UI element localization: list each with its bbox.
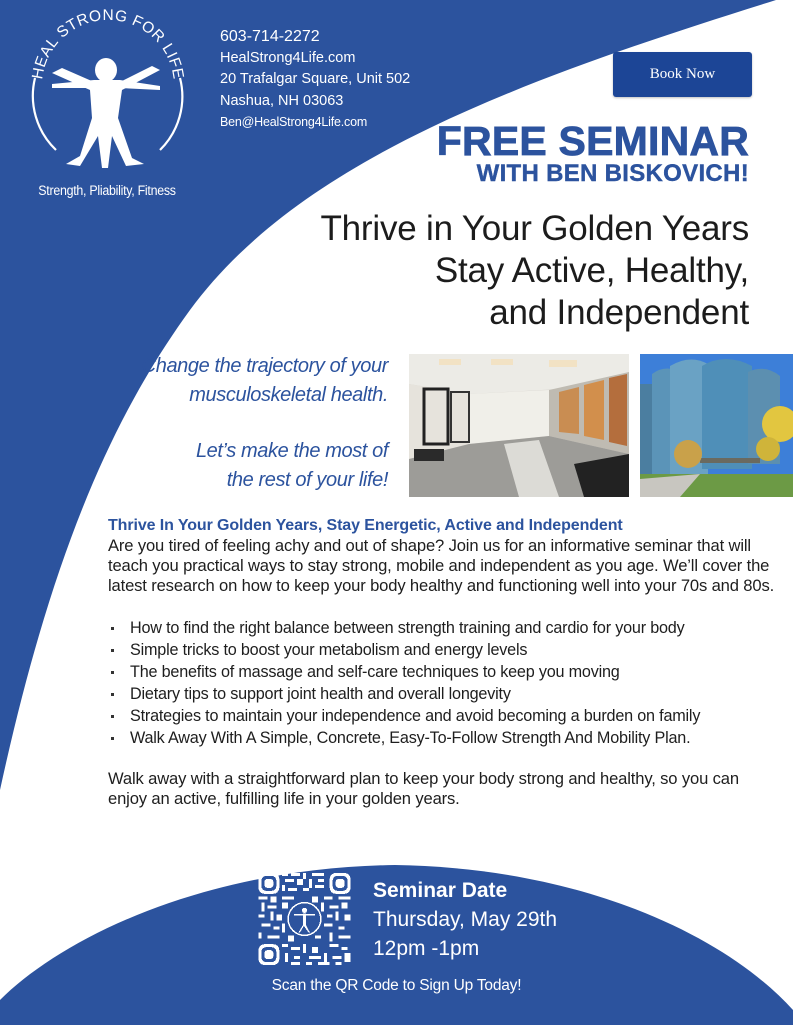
list-item: Simple tricks to boost your metabolism and energy levels [108,639,778,661]
body-closing: Walk away with a straightforward plan to keep your body strong and healthy, so you can enjoy an active, fulfilling life in your golden years. [108,769,739,808]
seminar-date: Thursday, May 29th [373,908,558,931]
topic-list [108,617,778,749]
seminar-info [373,877,557,963]
address-line-1: 20 Trafalgar Square, Unit 502 [220,71,411,87]
vitruvian-man-icon [52,58,160,168]
list-item: How to find the right balance between strength training and cardio for your body [108,617,778,639]
main-headline [320,208,749,334]
list-item: Dietary tips to support joint health and overall longevity [108,683,778,705]
email-link[interactable]: Ben@HealStrong4Life.com [220,115,368,129]
qr-code-icon[interactable] [258,873,351,965]
list-item: Strategies to maintain your independence and avoid becoming a burden on family [108,705,778,727]
pitch-text [142,352,388,495]
pitch-line-2: musculoskeletal health. [189,384,388,406]
website-link[interactable]: HealStrong4Life.com [220,49,356,66]
pitch-line-4: the rest of your life! [226,469,388,491]
gym-photo [409,354,629,497]
seminar-date-title: Seminar Date [373,879,508,902]
address-line-2: Nashua, NH 03063 [220,92,344,109]
free-seminar-title: FREE SEMINAR [436,118,749,164]
body-copy [108,516,778,809]
brand-logo [22,8,192,178]
building-photo [640,354,793,497]
list-item: The benefits of massage and self-care techniques to keep you moving [108,661,778,683]
headline-line-2: Stay Active, Healthy, [434,251,749,290]
logo-arc-text: HEAL STRONG FOR LIFE [29,8,187,81]
contact-block [220,26,410,134]
pitch-line-3: Let’s make the most of [195,440,388,462]
list-item: Walk Away With A Simple, Concrete, Easy-To-Follow Strength And Mobility Plan. [108,727,778,749]
headline-line-3: and Independent [489,293,749,332]
seminar-heading [437,120,749,186]
body-subheading: Thrive In Your Golden Years, Stay Energetic, Active and Independent [108,517,623,534]
headline-line-1: Thrive in Your Golden Years [320,209,749,248]
pitch-line-1: Change the trajectory of your [141,355,388,377]
phone-number[interactable]: 603-714-2272 [220,28,320,45]
presenter-line: WITH BEN BISKOVICH! [476,160,749,187]
scan-qr-cta: Scan the QR Code to Sign Up Today! [271,977,522,994]
brand-tagline: Strength, Pliability, Fitness [38,183,176,198]
seminar-time: 12pm -1pm [373,937,480,960]
body-intro: Are you tired of feeling achy and out of shape? Join us for an informative seminar that will teach you practical ways to stay strong, mobile and independent as you age. We’ll cover the latest research on how to keep your body healthy and functioning well into your 70s and 80s. [108,536,775,595]
book-now-button[interactable]: Book Now [613,52,752,97]
